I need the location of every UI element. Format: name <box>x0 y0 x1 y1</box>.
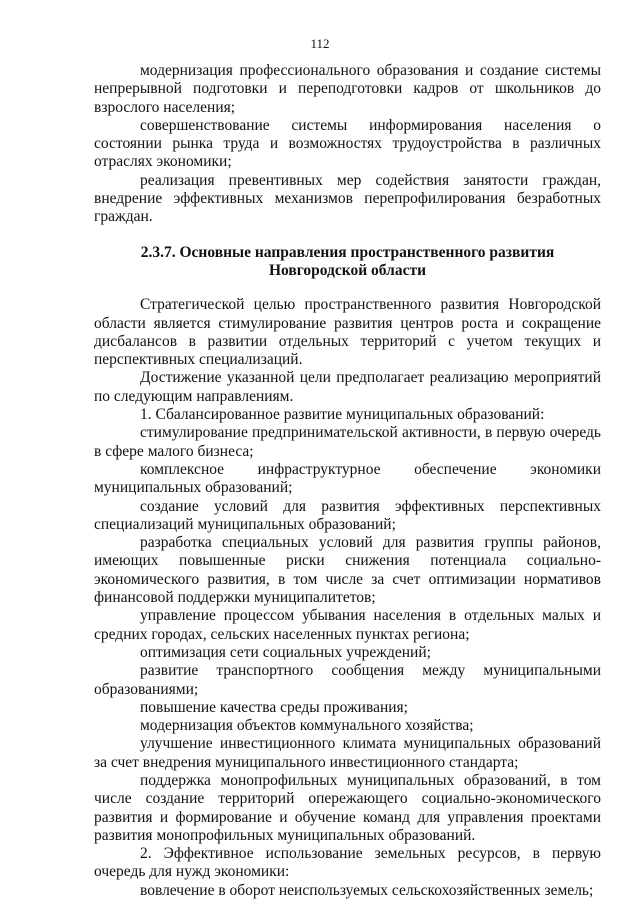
list-item: модернизация объектов коммунального хозяйства; <box>140 717 474 735</box>
list-item: вовлечение в оборот неиспользуемых сельскохозяйственных земель; <box>140 881 594 899</box>
paragraph: реализация превентивных мер содействия занятости граждан, внедрение эффективных механизмов перепрофилирования безработных граждан. <box>94 171 601 226</box>
list-heading: 1. Сбалансированное развитие муниципальных образований: <box>140 406 545 424</box>
list-item: развитие транспортного сообщения между муниципальными образованиями; <box>94 662 601 698</box>
paragraph: Достижение указанной цели предполагает реализацию мероприятий по следующим направлениям. <box>94 369 601 405</box>
page-number: 112 <box>310 36 330 51</box>
section-heading-line-1: 2.3.7. Основные направления пространственного развития <box>140 243 555 261</box>
list-item: повышение качества среды проживания; <box>140 698 408 716</box>
paragraph: Стратегической целью пространственного развития Новгородской области является стимулирование развития центров роста и сокращение дисбалансов в развитии отдельных территорий с учетом текущих и перспективных специализаций. <box>94 296 601 369</box>
paragraph: совершенствование системы информирования населения о состоянии рынка труда и возможностях трудоустройства в различных отраслях экономики; <box>94 116 601 171</box>
list-item: поддержка монопрофильных муниципальных образований, в том числе создание территорий опережающего социально-экономического развития и формирование и обучение команд для управления проектами развития монопрофильных муниципальных образований. <box>94 771 601 844</box>
paragraph: модернизация профессионального образования и создание системы непрерывной подготовки и переподготовки кадров от школьников до взрослого населения; <box>94 62 601 116</box>
list-item: управление процессом убывания населения в отдельных малых и средних городах, сельских населенных пунктах региона; <box>94 607 601 643</box>
section-heading-line-2: Новгородской области <box>268 261 427 279</box>
section-heading <box>94 244 601 281</box>
document-body <box>94 62 601 900</box>
list-item: стимулирование предпринимательской активности, в первую очередь в сфере малого бизнеса; <box>94 424 601 460</box>
list-heading: 2. Эффективное использование земельных ресурсов, в первую очередь для нужд экономики: <box>94 845 601 881</box>
list-item: оптимизация сети социальных учреждений; <box>140 643 431 661</box>
list-item: создание условий для развития эффективных перспективных специализаций муниципальных образований; <box>94 497 601 533</box>
list-item: комплексное инфраструктурное обеспечение экономики муниципальных образований; <box>94 460 601 497</box>
list-item: разработка специальных условий для развития группы районов, имеющих повышенные риски снижения потенциала социально-экономического развития, в том числе за счет оптимизации нормативов финансовой поддержки муниципалитетов; <box>94 534 601 607</box>
list-item: улучшение инвестиционного климата муниципальных образований за счет внедрения муниципального инвестиционного стандарта; <box>94 735 601 771</box>
